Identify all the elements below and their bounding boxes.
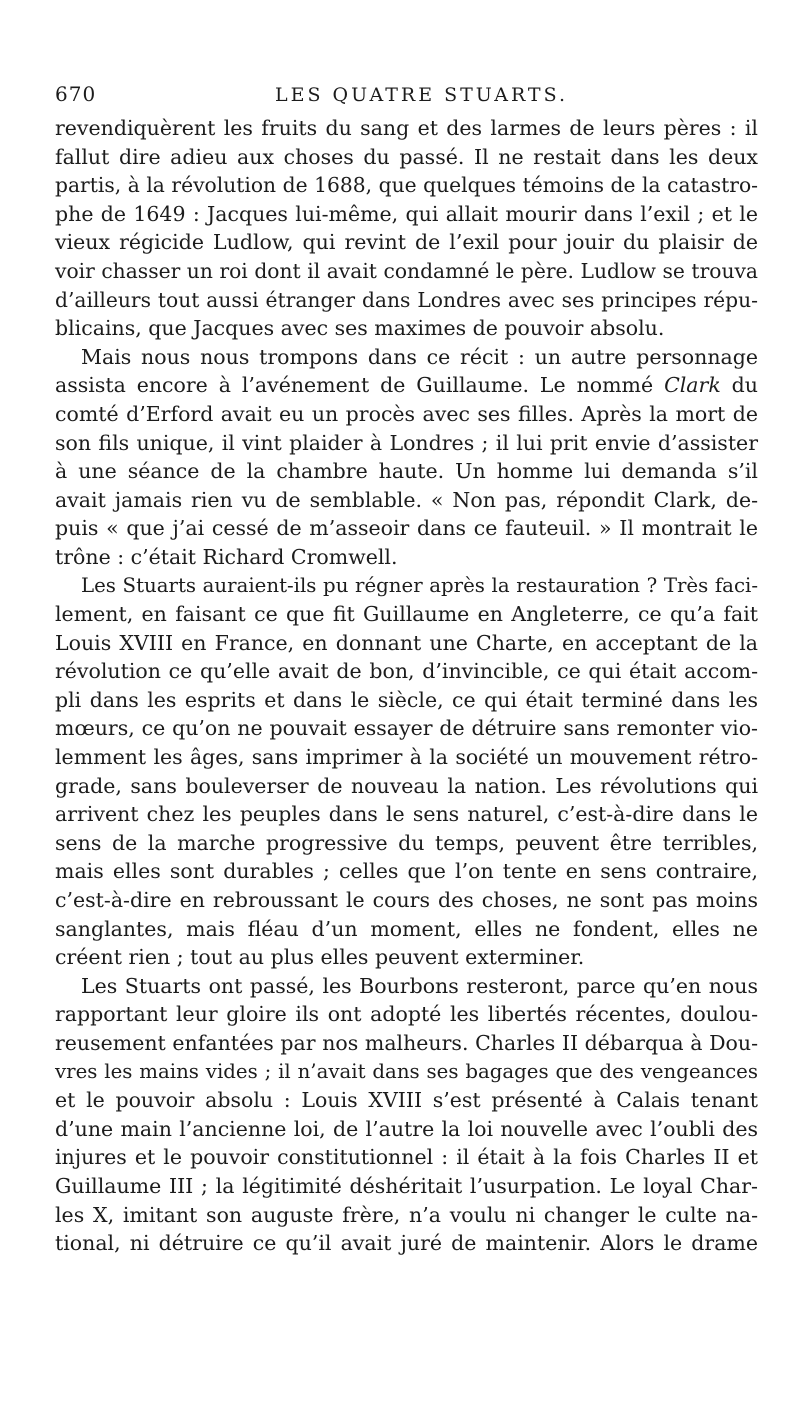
text-line: voir chasser un roi dont il avait condamné le père. Ludlow se trouva [55, 258, 758, 283]
text-line: vieux régicide Ludlow, qui revint de l’exil pour jouir du plaisir de [55, 230, 758, 255]
text-line: injures et le pouvoir constitutionnel : il était à la fois Charles II et [55, 1145, 758, 1170]
page-number: 670 [55, 82, 97, 106]
text-line: lement, en faisant ce que fit Guillaume en Angleterre, ce qu’a fait [55, 602, 758, 627]
text-line: c’est-à-dire en rebroussant le cours des choses, ne sont pas moins [55, 888, 758, 913]
running-head [55, 82, 758, 112]
text-line: phe de 1649 : Jacques lui-même, qui allait mourir dans l’exil ; et le [55, 201, 758, 226]
text-line: comté d’Erford avait eu un procès avec ses filles. Après la mort de [55, 401, 758, 426]
person-name: Clark [664, 373, 721, 398]
text-line: Louis XVIII en France, en donnant une Charte, en acceptant de la [55, 630, 758, 655]
text-line-with-name [55, 371, 758, 400]
text-line: pli dans les esprits et dans le siècle, ce qui était terminé dans les [55, 687, 758, 712]
text-line: mais elles sont durables ; celles que l’on tente en sens contraire, [55, 859, 758, 884]
text-segment: assista encore à l’avénement de Guillaume. Le nommé [55, 373, 654, 398]
text-line: revendiquèrent les fruits du sang et des larmes de leurs pères : il [55, 116, 758, 140]
text-line: mœurs, ce qu’on ne pouvait essayer de détruire sans remonter vio- [55, 716, 758, 741]
text-line: d’ailleurs tout aussi étranger dans Londres avec ses principes répu- [55, 287, 758, 312]
body-text [55, 114, 758, 1258]
text-line: Mais nous nous trompons dans ce récit : un autre personnage [81, 344, 758, 369]
text-line: révolution ce qu’elle avait de bon, d’invincible, ce qui était accom- [55, 659, 758, 684]
text-line: Les Stuarts ont passé, les Bourbons resteront, parce qu’en nous [81, 973, 758, 998]
text-line: lemment les âges, sans imprimer à la société un mouvement rétro- [55, 745, 758, 770]
text-line: puis « que j’ai cessé de m’asseoir dans ce fauteuil. » Il montrait le [55, 516, 758, 541]
text-line: sanglantes, mais fléau d’un moment, elles ne fondent, elles ne [55, 916, 758, 941]
text-line: arrivent chez les peuples dans le sens naturel, c’est-à-dire dans le [55, 802, 758, 827]
text-line: blicains, que Jacques avec ses maximes de pouvoir absolu. [55, 316, 665, 341]
text-line: reusement enfantées par nos malheurs. Charles II débarqua à Dou- [55, 1031, 758, 1055]
text-line: créent rien ; tout au plus elles peuvent exterminer. [55, 945, 585, 970]
book-title: LES QUATRE STUARTS. [275, 84, 568, 106]
text-line: trône : c’était Richard Cromwell. [55, 544, 398, 569]
text-line: sens de la marche progressive du temps, peuvent être terribles, [55, 830, 758, 855]
text-line: grade, sans bouleverser de nouveau la nation. Les révolutions qui [55, 773, 758, 798]
text-line: et le pouvoir absolu : Louis XVIII s’est présenté à Calais tenant [55, 1088, 758, 1113]
text-line: son fils unique, il vint plaider à Londres ; il lui prit envie d’assister [55, 430, 758, 455]
text-line: les X, imitant son auguste frère, n’a voulu ni changer le culte na- [55, 1202, 758, 1227]
text-line: tional, ni détruire ce qu’il avait juré de maintenir. Alors le drame [55, 1231, 758, 1256]
text-line: Les Stuarts auraient-ils pu régner après la restauration ? Très faci- [81, 573, 758, 597]
text-line: Guillaume III ; la légitimité déshéritait l’usurpation. Le loyal Char- [55, 1173, 758, 1198]
text-line: rapportant leur gloire ils ont adopté les libertés récentes, doulou- [55, 1002, 758, 1027]
text-line: vres les mains vides ; il n’avait dans ses bagages que des vengeances [55, 1059, 758, 1083]
text-line: fallut dire adieu aux choses du passé. Il ne restait dans les deux [55, 144, 758, 169]
text-line: avait jamais rien vu de semblable. « Non pas, répondit Clark, de- [55, 487, 758, 512]
text-line: à une séance de la chambre haute. Un homme lui demanda s’il [55, 459, 758, 484]
text-segment: du [731, 373, 758, 398]
text-line: d’une main l’ancienne loi, de l’autre la loi nouvelle avec l’oubli des [55, 1116, 758, 1141]
text-line: partis, à la révolution de 1688, que quelques témoins de la catastro- [55, 173, 758, 198]
